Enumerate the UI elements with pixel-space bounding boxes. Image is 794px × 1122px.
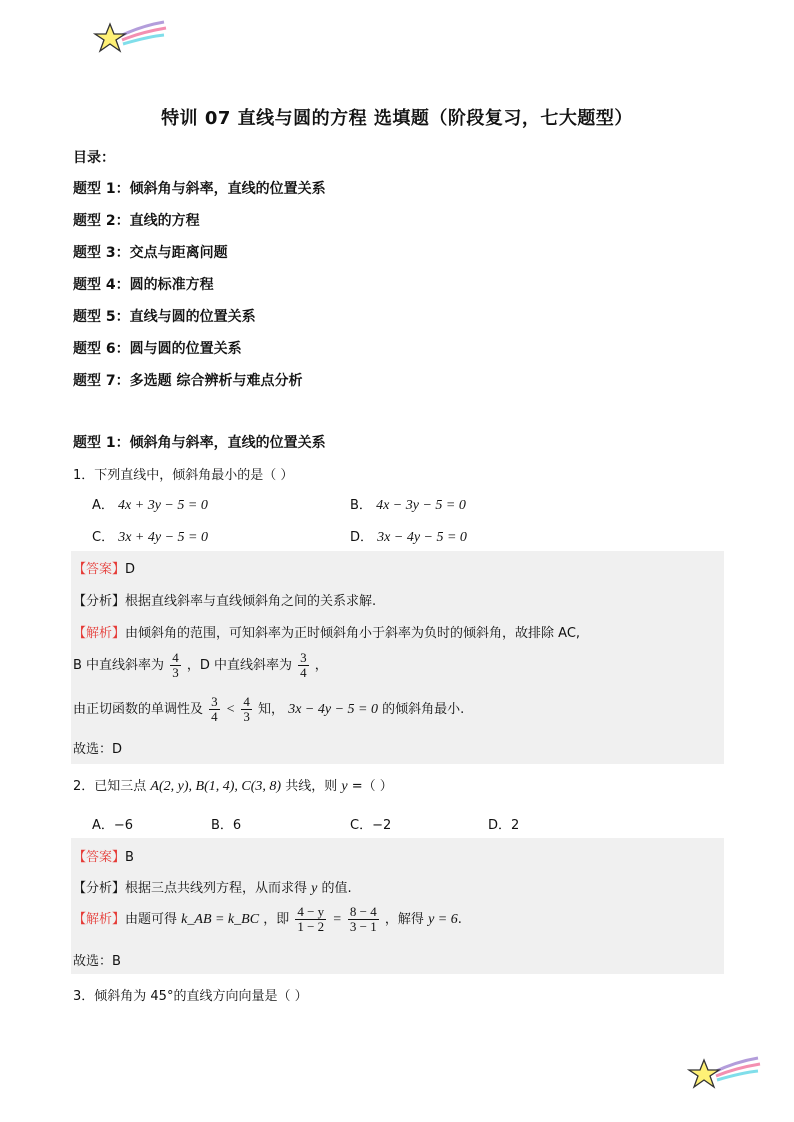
option-value: −2 (372, 818, 392, 833)
fraction (298, 651, 309, 680)
q1-option-c (92, 526, 208, 546)
result: y = 6 (428, 912, 458, 927)
variable-y: y (311, 881, 318, 896)
analysis-text: 的值. (321, 881, 352, 896)
solution-text: . (457, 912, 462, 927)
q1-option-b (350, 494, 466, 514)
answer-tag: 【答案】 (73, 850, 126, 865)
stem-text: 共线，则 (285, 779, 338, 794)
q2-solution (73, 905, 462, 934)
page-title: 特训 07 直线与圆的方程 选填题（阶段复习，七大题型） (161, 108, 633, 129)
denominator: 3 (243, 709, 250, 724)
question-2-stem (73, 775, 393, 795)
option-expr: 4x + 3y − 5 = 0 (118, 498, 208, 513)
slope-equation: k_AB = k_BC (181, 912, 260, 927)
toc-item: 题型 5：直线与圆的位置关系 (73, 309, 256, 325)
option-value: 6 (232, 818, 242, 833)
solution-text: B 中直线斜率为 (73, 658, 165, 673)
option-value: −6 (113, 818, 134, 833)
toc-item: 题型 2：直线的方程 (73, 213, 200, 229)
denominator: 3 − 1 (349, 919, 377, 934)
solution-tag: 【解析】 (73, 912, 126, 927)
q2-option-d (488, 814, 519, 833)
solution-text: 由题可得 (125, 912, 178, 927)
q2-analysis (73, 877, 352, 897)
numerator: 3 (300, 650, 307, 665)
answer-value: D (125, 562, 136, 577)
answer-tag: 【答案】 (73, 562, 126, 577)
points: A(2, y), B(1, 4), C(3, 8) (150, 779, 282, 794)
q2-answer (73, 846, 134, 865)
toc-item: 题型 4：圆的标准方程 (73, 277, 214, 293)
less-than: < (225, 702, 236, 717)
option-expr: 3x − 4y − 5 = 0 (377, 530, 467, 545)
denominator: 3 (172, 665, 179, 680)
option-value: 2 (511, 818, 520, 833)
variable-y: y (341, 779, 348, 794)
solution-text: 的倾斜角最小. (382, 702, 465, 717)
denominator: 1 − 2 (297, 919, 325, 934)
analysis-tag: 【分析】 (73, 881, 126, 896)
option-label: B． (350, 498, 372, 513)
q1-conclusion: 故选：D (73, 742, 123, 757)
solution-text: 由正切函数的单调性及 (73, 702, 204, 717)
star-decoration-icon (92, 18, 172, 58)
solution-text: ，D 中直线斜率为 (186, 658, 292, 673)
numerator: 3 (211, 694, 218, 709)
answer-value: B (125, 850, 134, 865)
option-expr: 4x − 3y − 5 = 0 (376, 498, 466, 513)
q2-option-b (211, 814, 241, 833)
fraction (348, 905, 379, 934)
toc-item: 题型 6：圆与圆的位置关系 (73, 341, 242, 357)
q1-solution-line-1 (73, 622, 580, 641)
solution-text: ，解得 (384, 912, 424, 927)
option-expr: 3x + 4y − 5 = 0 (118, 530, 208, 545)
option-label: A． (92, 498, 114, 513)
option-label: A． (92, 818, 114, 833)
toc-item: 题型 3：交点与距离问题 (73, 245, 228, 261)
fraction (170, 651, 181, 680)
analysis-tag: 【分析】 (73, 594, 126, 609)
solution-text: 知， (258, 702, 285, 717)
q2-option-c (350, 814, 391, 833)
fraction (295, 905, 326, 934)
q2-option-a (92, 814, 133, 833)
analysis-text: 根据三点共线列方程，从而求得 (125, 881, 308, 896)
toc-heading: 目录： (73, 150, 115, 166)
solution-text: ，即 (263, 912, 290, 927)
option-label: C． (92, 530, 115, 545)
stem-text: =（ ） (351, 779, 393, 794)
q1-option-d (350, 526, 467, 546)
q2-conclusion: 故选：B (73, 954, 121, 969)
section-heading: 题型 1：倾斜角与斜率，直线的位置关系 (73, 435, 326, 451)
option-label: C． (350, 818, 373, 833)
q1-analysis (73, 590, 376, 609)
option-label: D． (488, 818, 512, 833)
q1-answer (73, 558, 135, 577)
q1-option-a (92, 494, 208, 514)
solution-tag: 【解析】 (73, 626, 126, 641)
fraction (209, 695, 220, 724)
equation: 3x − 4y − 5 = 0 (288, 702, 378, 717)
numerator: 4 (243, 694, 250, 709)
analysis-text: 根据直线斜率与直线倾斜角之间的关系求解. (125, 594, 377, 609)
numerator: 4 − y (297, 904, 325, 919)
solution-text: ， (314, 658, 328, 673)
question-3-stem: 3．倾斜角为 45°的直线方向向量是（ ） (73, 989, 308, 1004)
fraction (241, 695, 252, 724)
solution-text: 由倾斜角的范围，可知斜率为正时倾斜角小于斜率为负时的倾斜角，故排除 AC, (125, 626, 581, 641)
option-label: D． (350, 530, 374, 545)
option-label: B． (211, 818, 233, 833)
equals: = (332, 912, 342, 927)
stem-text: 2．已知三点 (73, 779, 147, 794)
q1-solution-line-2 (73, 651, 328, 680)
numerator: 4 (172, 650, 179, 665)
numerator: 8 − 4 (349, 904, 377, 919)
star-decoration-icon (686, 1054, 766, 1094)
toc-item: 题型 1：倾斜角与斜率，直线的位置关系 (73, 181, 326, 197)
denominator: 4 (300, 665, 307, 680)
q1-solution-line-3 (73, 695, 464, 724)
toc-item: 题型 7：多选题 综合辨析与难点分析 (73, 373, 303, 389)
question-1-stem: 1．下列直线中，倾斜角最小的是（ ） (73, 468, 294, 483)
denominator: 4 (211, 709, 218, 724)
